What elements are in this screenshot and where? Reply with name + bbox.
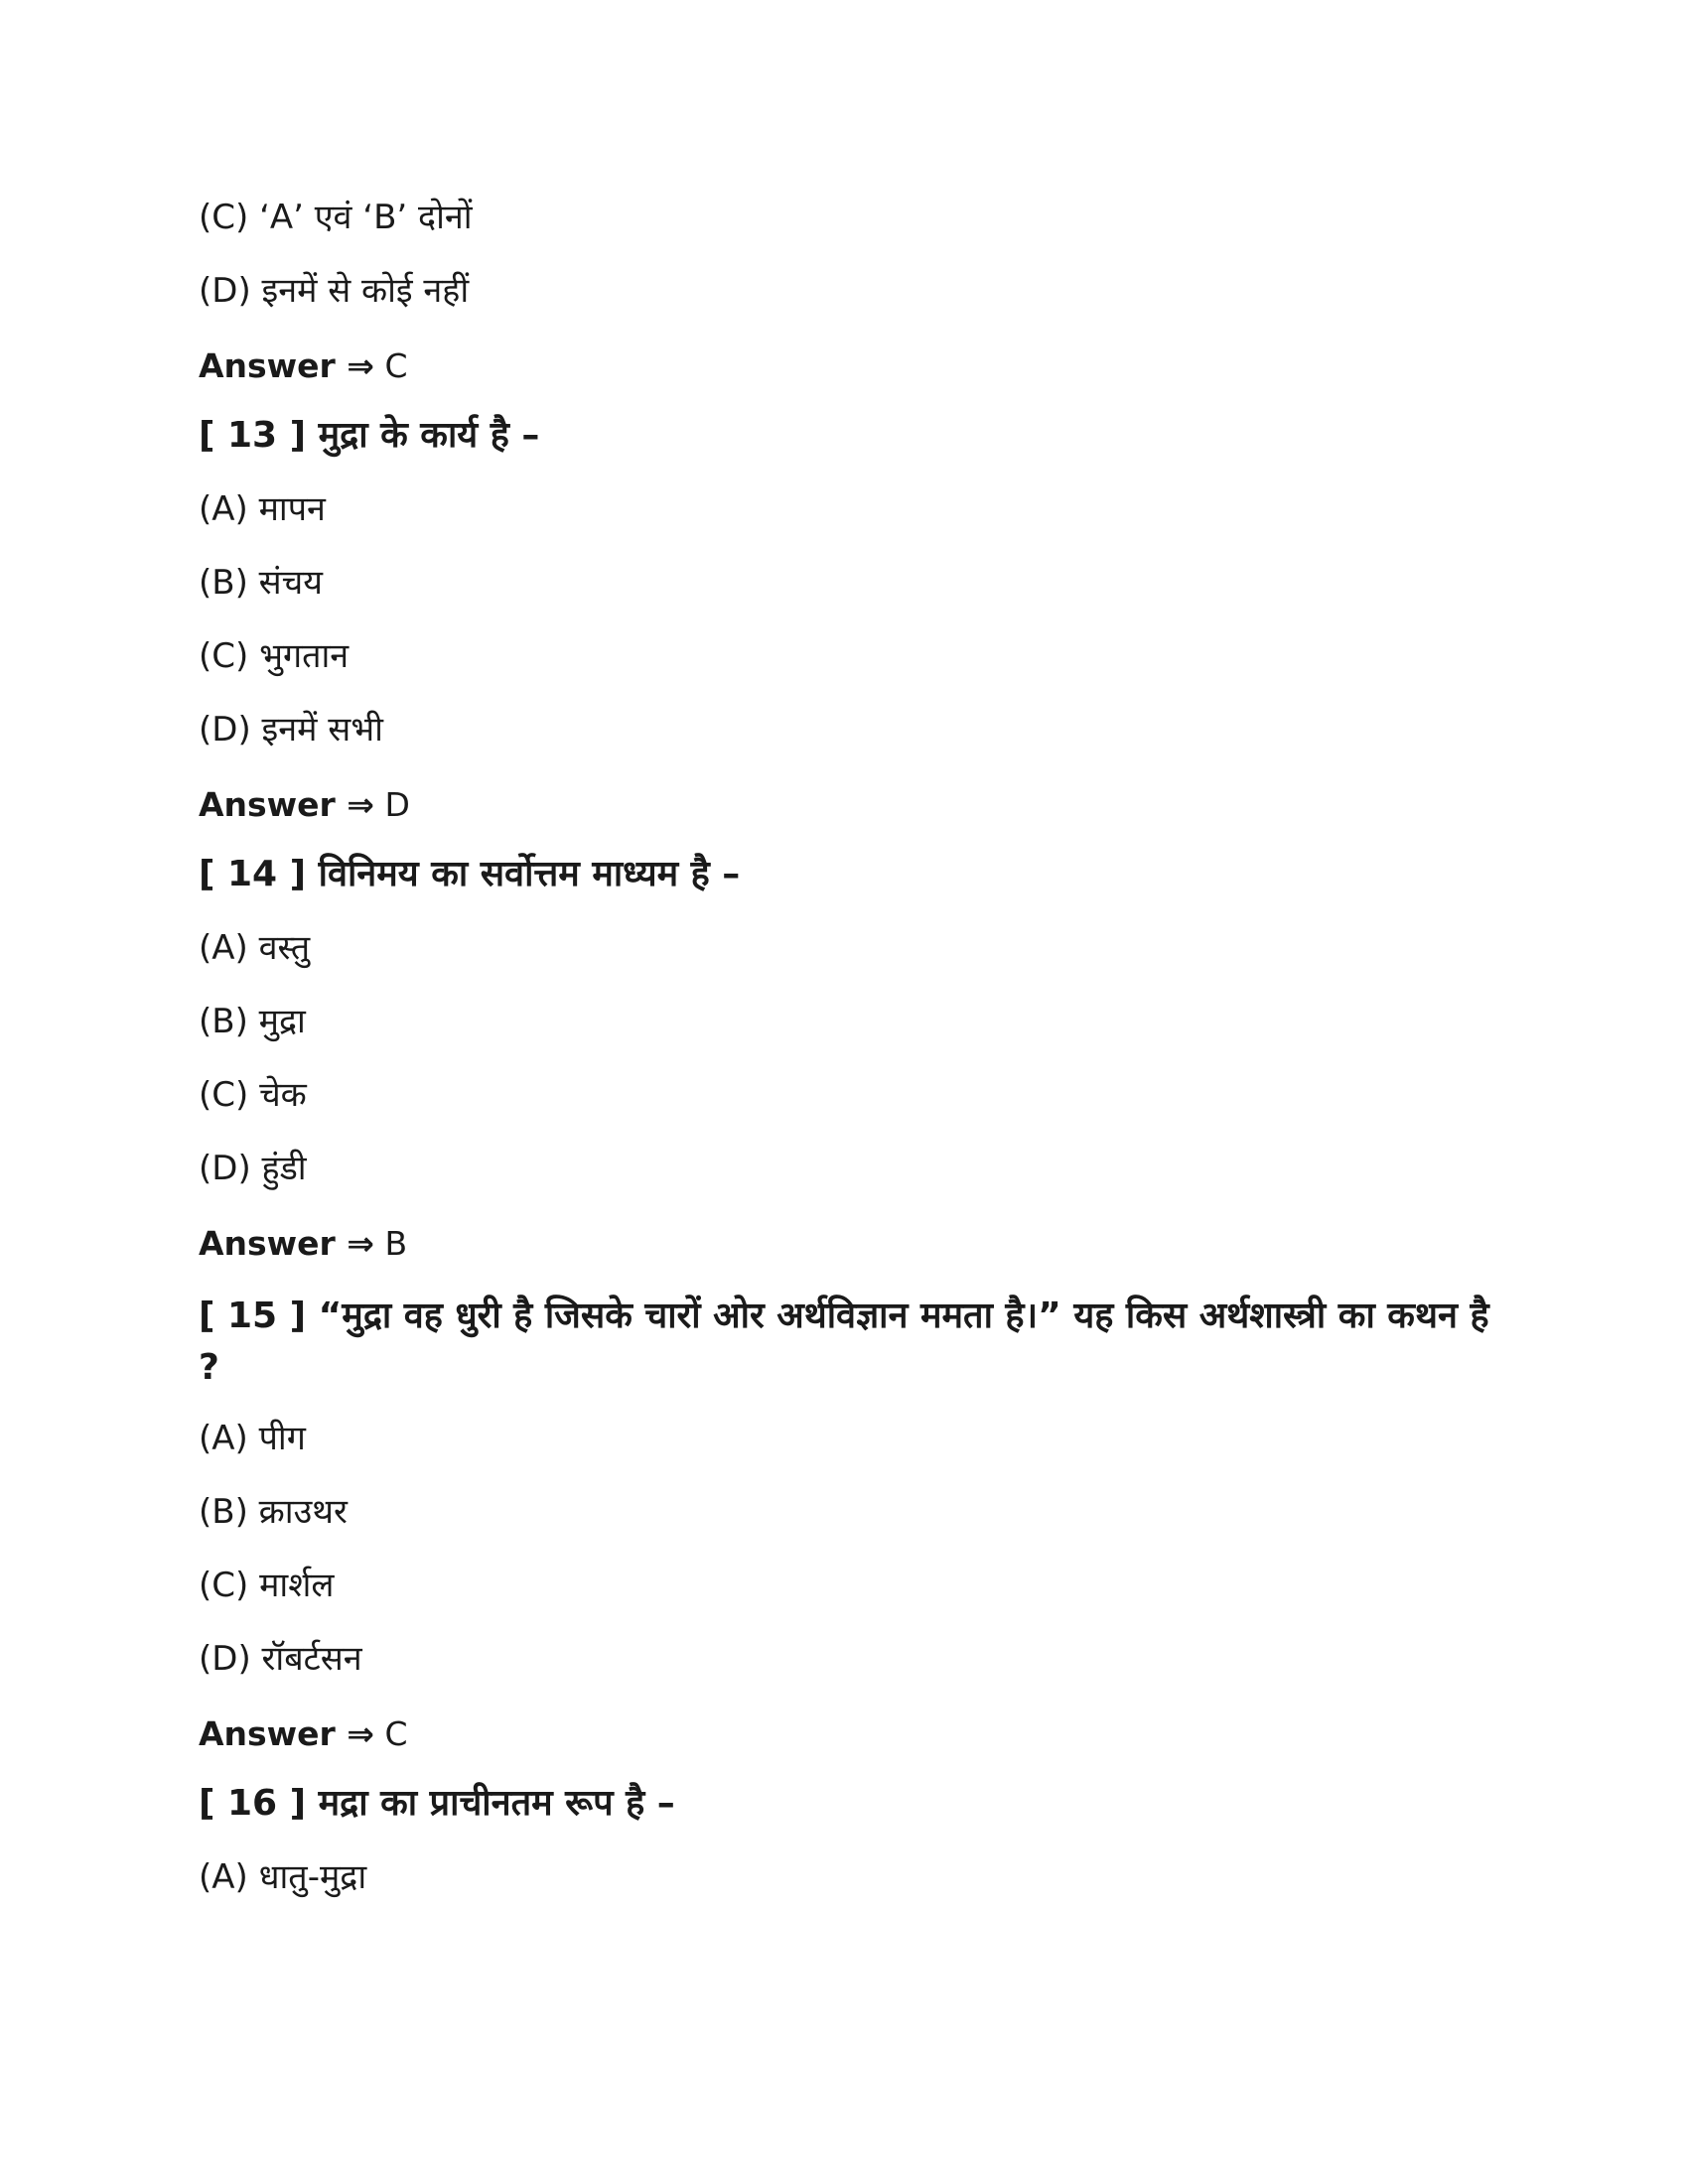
answer-12 [199, 345, 408, 387]
option-15-b: (B) क्राउथर [199, 1492, 348, 1532]
option-14-d: (D) हुंडी [199, 1149, 307, 1188]
option-14-c: (C) चेक [199, 1075, 307, 1115]
option-15-a: (A) पीग [199, 1419, 306, 1458]
question-13 [199, 415, 539, 457]
question-16 [199, 1783, 675, 1825]
option-14-a: (A) वस्तु [199, 928, 311, 968]
answer-label: Answer ⇒ [199, 346, 374, 385]
option-12-c: (C) ‘A’ एवं ‘B’ दोनों [199, 198, 473, 237]
question-number: [ 13 ] [199, 415, 307, 456]
answer-label: Answer ⇒ [199, 1714, 374, 1753]
answer-label: Answer ⇒ [199, 785, 374, 824]
option-15-c: (C) मार्शल [199, 1566, 335, 1605]
answer-value: C [384, 346, 408, 385]
answer-value: B [384, 1224, 408, 1263]
option-15-d: (D) रॉबर्टसन [199, 1639, 362, 1679]
answer-14 [199, 1223, 407, 1265]
answer-13 [199, 784, 410, 826]
question-number: [ 16 ] [199, 1783, 307, 1824]
option-14-b: (B) मुद्रा [199, 1002, 306, 1041]
option-12-d: (D) इनमें से कोई नहीं [199, 271, 470, 311]
question-15 [199, 1291, 1489, 1394]
option-13-a: (A) मापन [199, 489, 326, 529]
question-14 [199, 854, 740, 895]
answer-label: Answer ⇒ [199, 1224, 374, 1263]
option-13-b: (B) संचय [199, 563, 323, 603]
question-text: मद्रा का प्राचीनतम रूप है – [318, 1783, 675, 1824]
option-16-a: (A) धातु-मुद्रा [199, 1857, 367, 1897]
question-text: मुद्रा के कार्य है – [318, 415, 540, 456]
option-13-c: (C) भुगतान [199, 636, 350, 676]
question-number: [ 14 ] [199, 854, 307, 894]
answer-15 [199, 1713, 408, 1755]
question-number: [ 15 ] [199, 1296, 307, 1336]
question-text: विनिमय का सर्वोत्तम माध्यम है – [318, 854, 741, 894]
answer-value: C [384, 1714, 408, 1753]
option-13-d: (D) इनमें सभी [199, 710, 383, 750]
answer-value: D [384, 785, 410, 824]
question-text: “मुद्रा वह धुरी है जिसके चारों ओर अर्थविज्ञान ममता है।” यह किस अर्थशास्त्री का कथन है ? [199, 1296, 1489, 1388]
